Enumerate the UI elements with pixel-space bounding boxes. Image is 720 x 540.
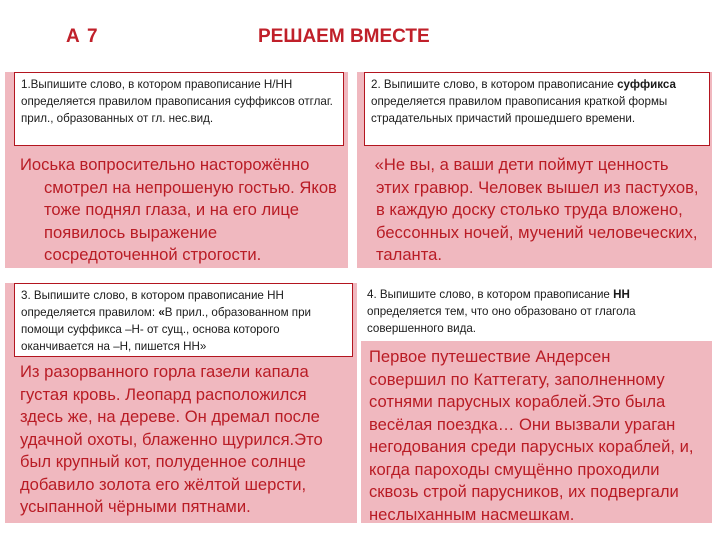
passage-4 <box>361 346 712 524</box>
task-card-1 <box>14 72 344 146</box>
passage-2 <box>364 154 710 264</box>
task-3-prefix: 3. Выпишите слово, в котором правописание НН определяется правилом: <box>21 289 284 319</box>
task-1-text: 1.Выпишите слово, в котором правописание Н/НН определяется правилом правописания суффиксов отглаг. прил., образованных от гл. нес.вид. <box>21 78 333 125</box>
task-3-bold: « <box>158 306 165 319</box>
task-card-3 <box>14 283 353 357</box>
passage-3-text: Из разорванного горла газели капала густая кровь. Леопард расположился здесь же, на дереве. Он дремал после удачной охоты, блаженно щурился.Это был крупный кот, полуденное солнце добавило золота его жёлтой шерсти, усыпанной чёрными пятнами. <box>20 362 323 516</box>
passage-4-rest: совершил по Каттегату, заполненному сотнями парусных кораблей.Это была весёлая поездка… Они вызвали ураган негодования среди парусных кораблей, и, когда пароходы смущённо проходили сквозь строй парусников, их подвергали неслыханным насмешкам. <box>369 369 694 524</box>
task-2-bold: суффикса <box>617 78 676 91</box>
task-2-prefix: 2. Выпишите слово, в котором правописание <box>371 78 618 91</box>
slide-label: А 7 <box>66 26 99 47</box>
passage-1-rest: смотрел на непрошеную гостью. Яков тоже поднял глаза, и на его лице появилось выражение сосредоточенной строгости. <box>44 177 337 264</box>
passage-1 <box>14 154 344 264</box>
passage-1-first-line: Иоська вопросительно насторожённо <box>20 155 310 174</box>
task-4-prefix: 4. Выпишите слово, в котором правописание <box>367 288 614 301</box>
passage-2-first-line: «Не вы, а ваши дети поймут ценность <box>370 155 669 174</box>
task-2-suffix: определяется правилом правописания краткой формы страдательных причастий прошедшего времени. <box>371 95 668 125</box>
task-3-suffix: В прил., образованном при помощи суффикса –Н- от сущ., основа которого оканчивается на –Н, пишется НН» <box>21 306 311 353</box>
passage-3 <box>14 361 357 521</box>
task-4-bold: НН <box>613 288 630 301</box>
task-4-suffix: определяется тем, что оно образовано от глагола совершенного вида. <box>367 305 636 335</box>
slide-title: РЕШАЕМ ВМЕСТЕ <box>258 26 430 47</box>
task-card-2 <box>364 72 710 146</box>
passage-2-rest: этих гравюр. Человек вышел из пастухов, в каждую доску столько труда вложено, бессонных ночей, мучений человеческих, таланта. <box>376 177 699 264</box>
passage-4-first-line: Первое путешествие Андерсен <box>369 347 611 366</box>
task-card-4 <box>361 283 712 341</box>
